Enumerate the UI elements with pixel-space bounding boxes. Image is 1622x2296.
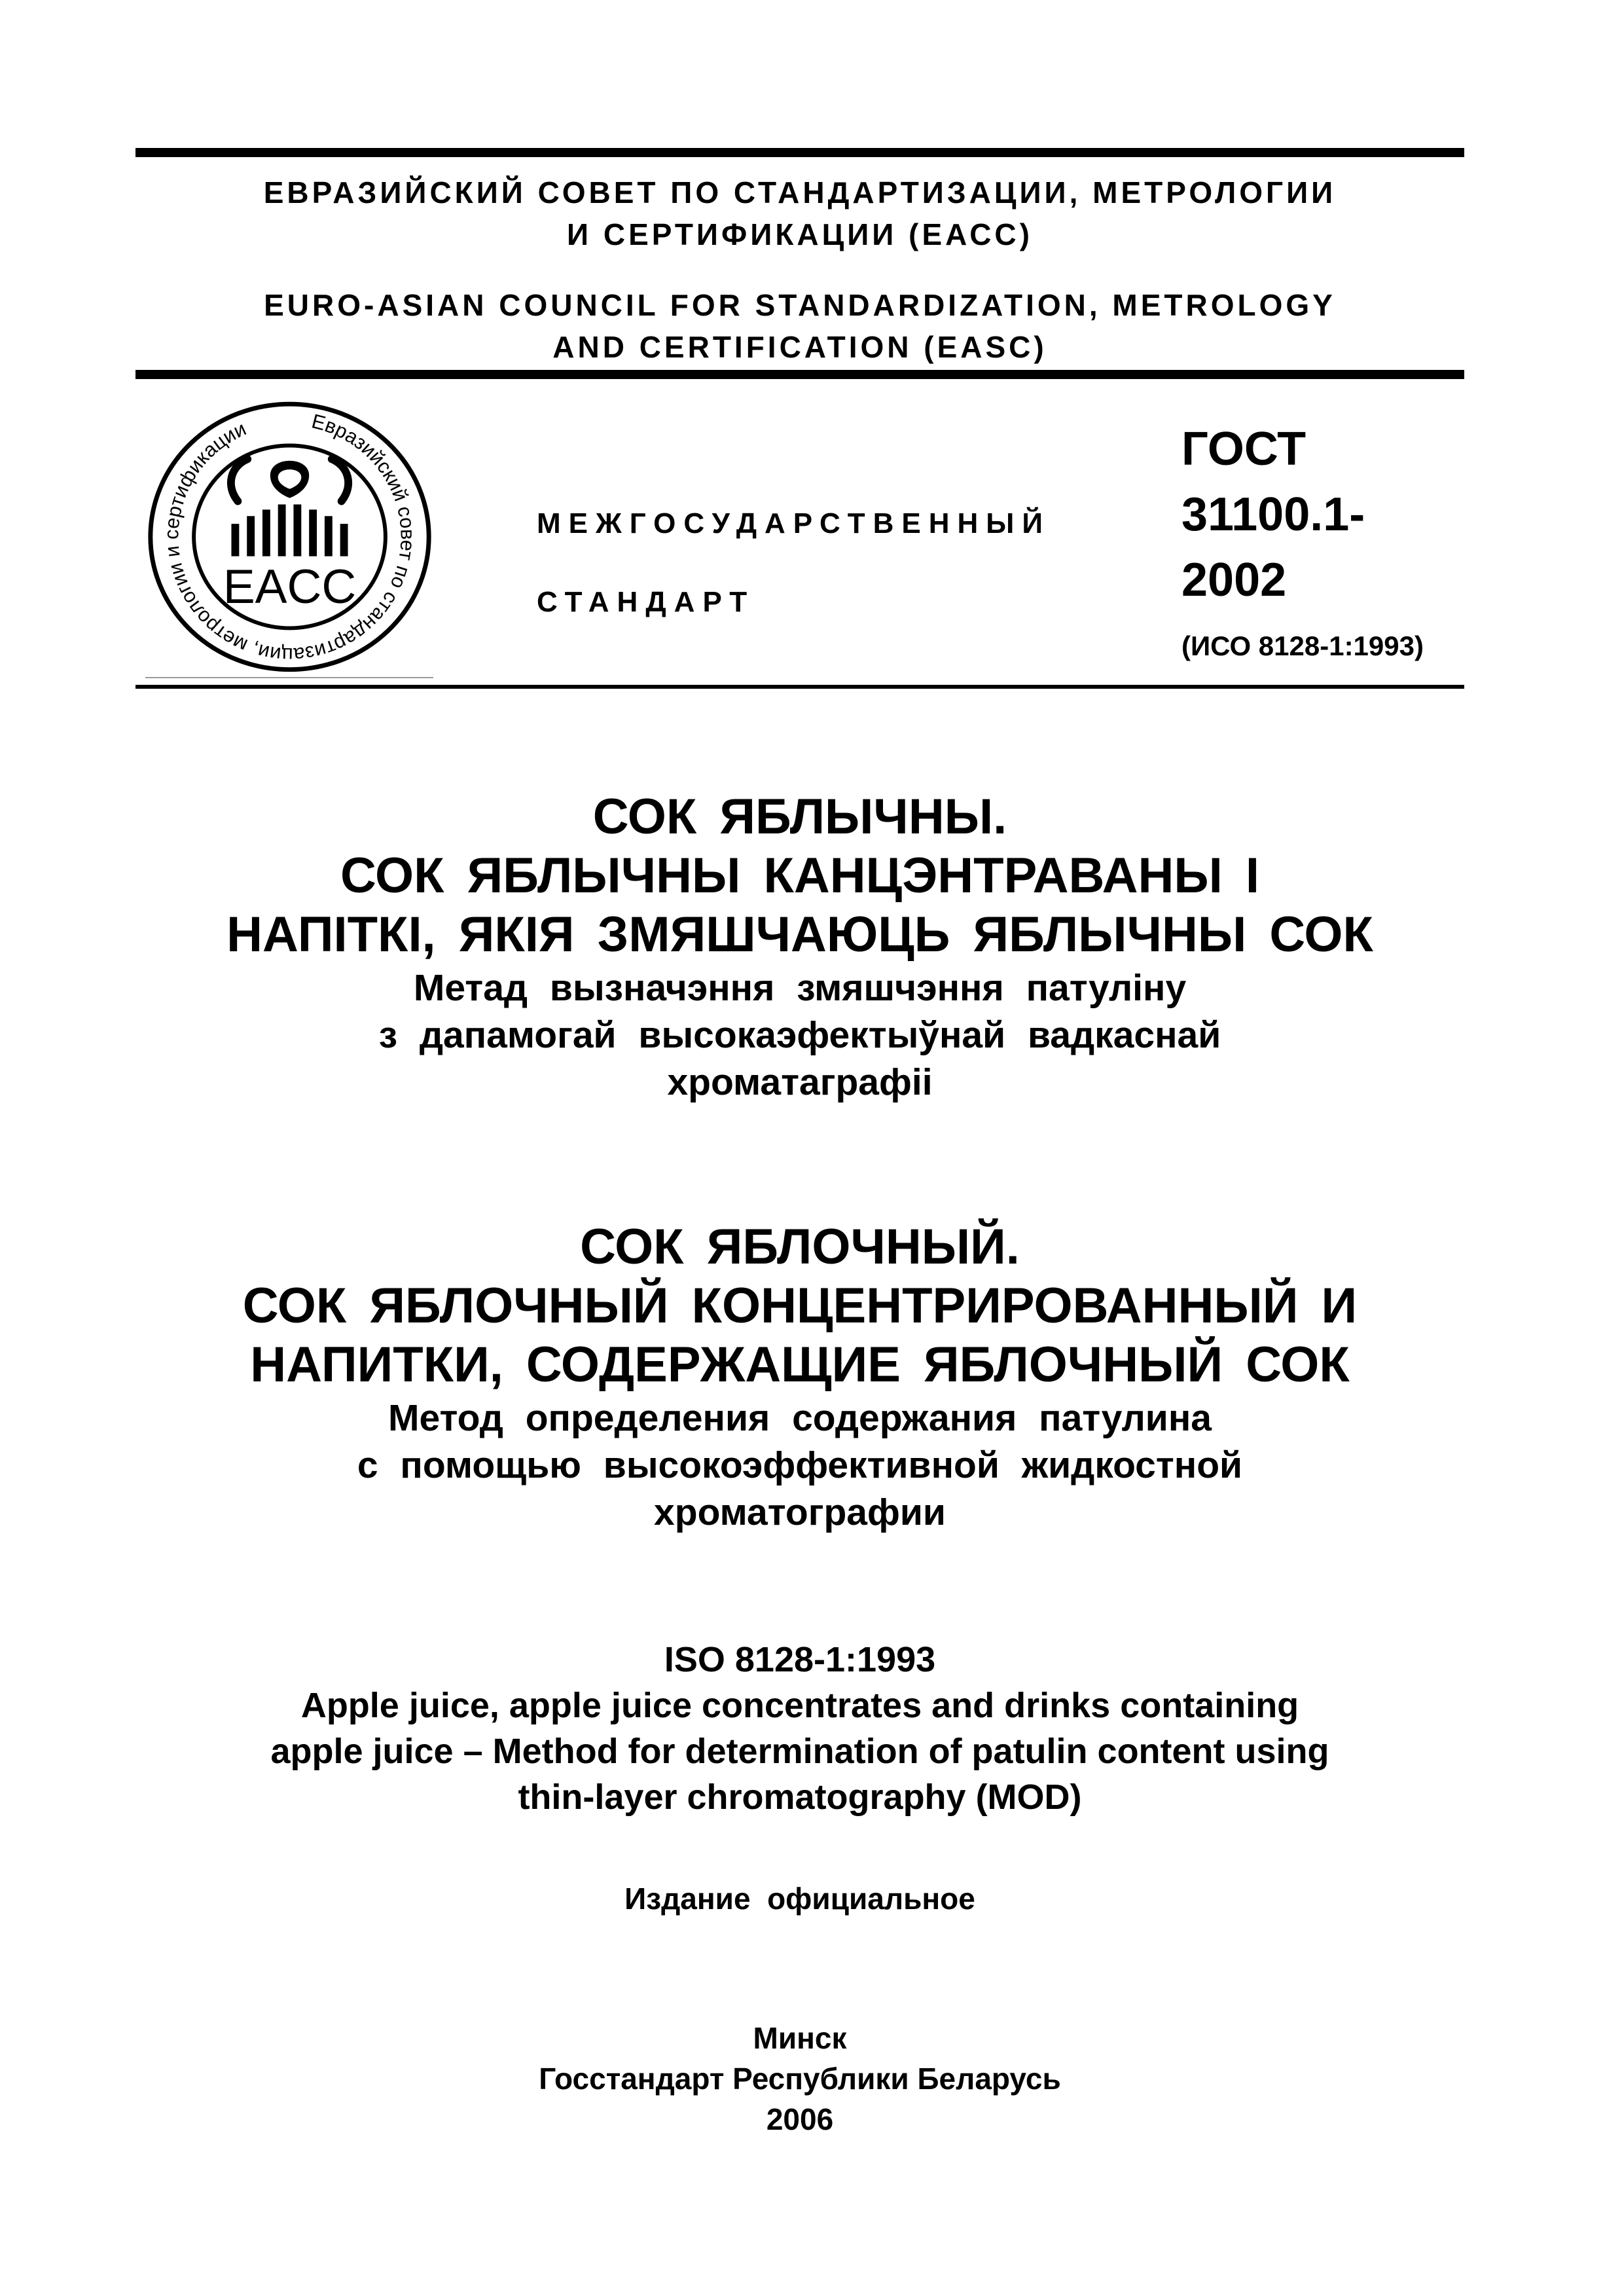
emblem-abbr: EACC xyxy=(223,559,357,613)
title-russian xyxy=(135,1218,1464,1536)
council-name-en xyxy=(135,284,1464,368)
subtitle-ru-line3: хроматографии xyxy=(654,1491,946,1533)
imprint-year: 2006 xyxy=(766,2102,834,2136)
title-ru-line1: СОК ЯБЛОЧНЫЙ. xyxy=(580,1219,1020,1275)
title-ru-line2: СОК ЯБЛОЧНЫЙ КОНЦЕНТРИРОВАННЫЙ И xyxy=(242,1278,1358,1334)
standard-type-line2: СТАНДАРТ xyxy=(537,586,755,618)
easc-emblem xyxy=(141,393,439,674)
gost-year: 2002 xyxy=(1181,554,1287,606)
header-bottom-rule xyxy=(135,370,1464,379)
edition-note: Издание официальное xyxy=(624,1882,975,1916)
emblem-ring-text: Евразийский совет по стандартизации, метрологии и сертификации xyxy=(160,410,419,666)
council-name-ru-line2: И СЕРТИФИКАЦИИ (ЕАСС) xyxy=(567,217,1033,251)
subtitle-by-line3: хроматаграфіі xyxy=(667,1061,933,1103)
subtitle-by-line2: з дапамогай высокаэфектыўнай вадкаснай xyxy=(378,1014,1221,1056)
iso-title-line2: apple juice – Method for determination of patulin content using xyxy=(270,1732,1329,1771)
iso-block xyxy=(135,1637,1464,1820)
subtitle-ru-line2: с помощью высокоэффективной жидкостной xyxy=(357,1444,1243,1486)
title-by-line3: НАПІТКІ, ЯКІЯ ЗМЯШЧАЮЦЬ ЯБЛЫЧНЫ СОК xyxy=(226,907,1373,962)
emblem-symbol-icon xyxy=(231,459,348,556)
gost-prefix: ГОСТ xyxy=(1181,423,1307,475)
imprint-publisher: Госстандарт Республики Беларусь xyxy=(539,2062,1061,2096)
top-rule xyxy=(135,148,1464,157)
imprint-city: Минск xyxy=(753,2021,847,2055)
iso-title-line3: thin-layer chromatography (MOD) xyxy=(518,1777,1082,1817)
subtitle-by-line1: Метад вызначэння змяшчэння патуліну xyxy=(413,967,1187,1009)
council-name-en-line1: EURO-ASIAN COUNCIL FOR STANDARDIZATION, METROLOGY xyxy=(264,288,1336,322)
council-name-en-line2: AND CERTIFICATION (EASC) xyxy=(552,330,1047,364)
council-name-ru-line1: ЕВРАЗИЙСКИЙ СОВЕТ ПО СТАНДАРТИЗАЦИИ, МЕТРОЛОГИИ xyxy=(263,175,1337,210)
iso-code: ISO 8128-1:1993 xyxy=(664,1640,936,1679)
iso-title-line1: Apple juice, apple juice concentrates and drinks containing xyxy=(300,1686,1299,1725)
title-by-line2: СОК ЯБЛЫЧНЫ КАНЦЭНТРАВАНЫ І xyxy=(340,848,1259,903)
title-ru-line3: НАПИТКИ, СОДЕРЖАЩИЕ ЯБЛОЧНЫЙ СОК xyxy=(250,1337,1350,1393)
imprint xyxy=(135,2018,1464,2140)
title-belarusian xyxy=(135,788,1464,1106)
title-by-line1: СОК ЯБЛЫЧНЫ. xyxy=(592,789,1007,845)
iso-reference: (ИСО 8128-1:1993) xyxy=(1181,630,1424,661)
standard-block-rule xyxy=(135,685,1464,689)
subtitle-ru-line1: Метод определения содержания патулина xyxy=(388,1397,1212,1439)
emblem-underline xyxy=(145,677,433,678)
gost-number: 31100.1- xyxy=(1181,488,1365,541)
council-name-ru xyxy=(135,172,1464,255)
standard-type-line1: МЕЖГОСУДАРСТВЕННЫЙ xyxy=(537,507,1051,539)
